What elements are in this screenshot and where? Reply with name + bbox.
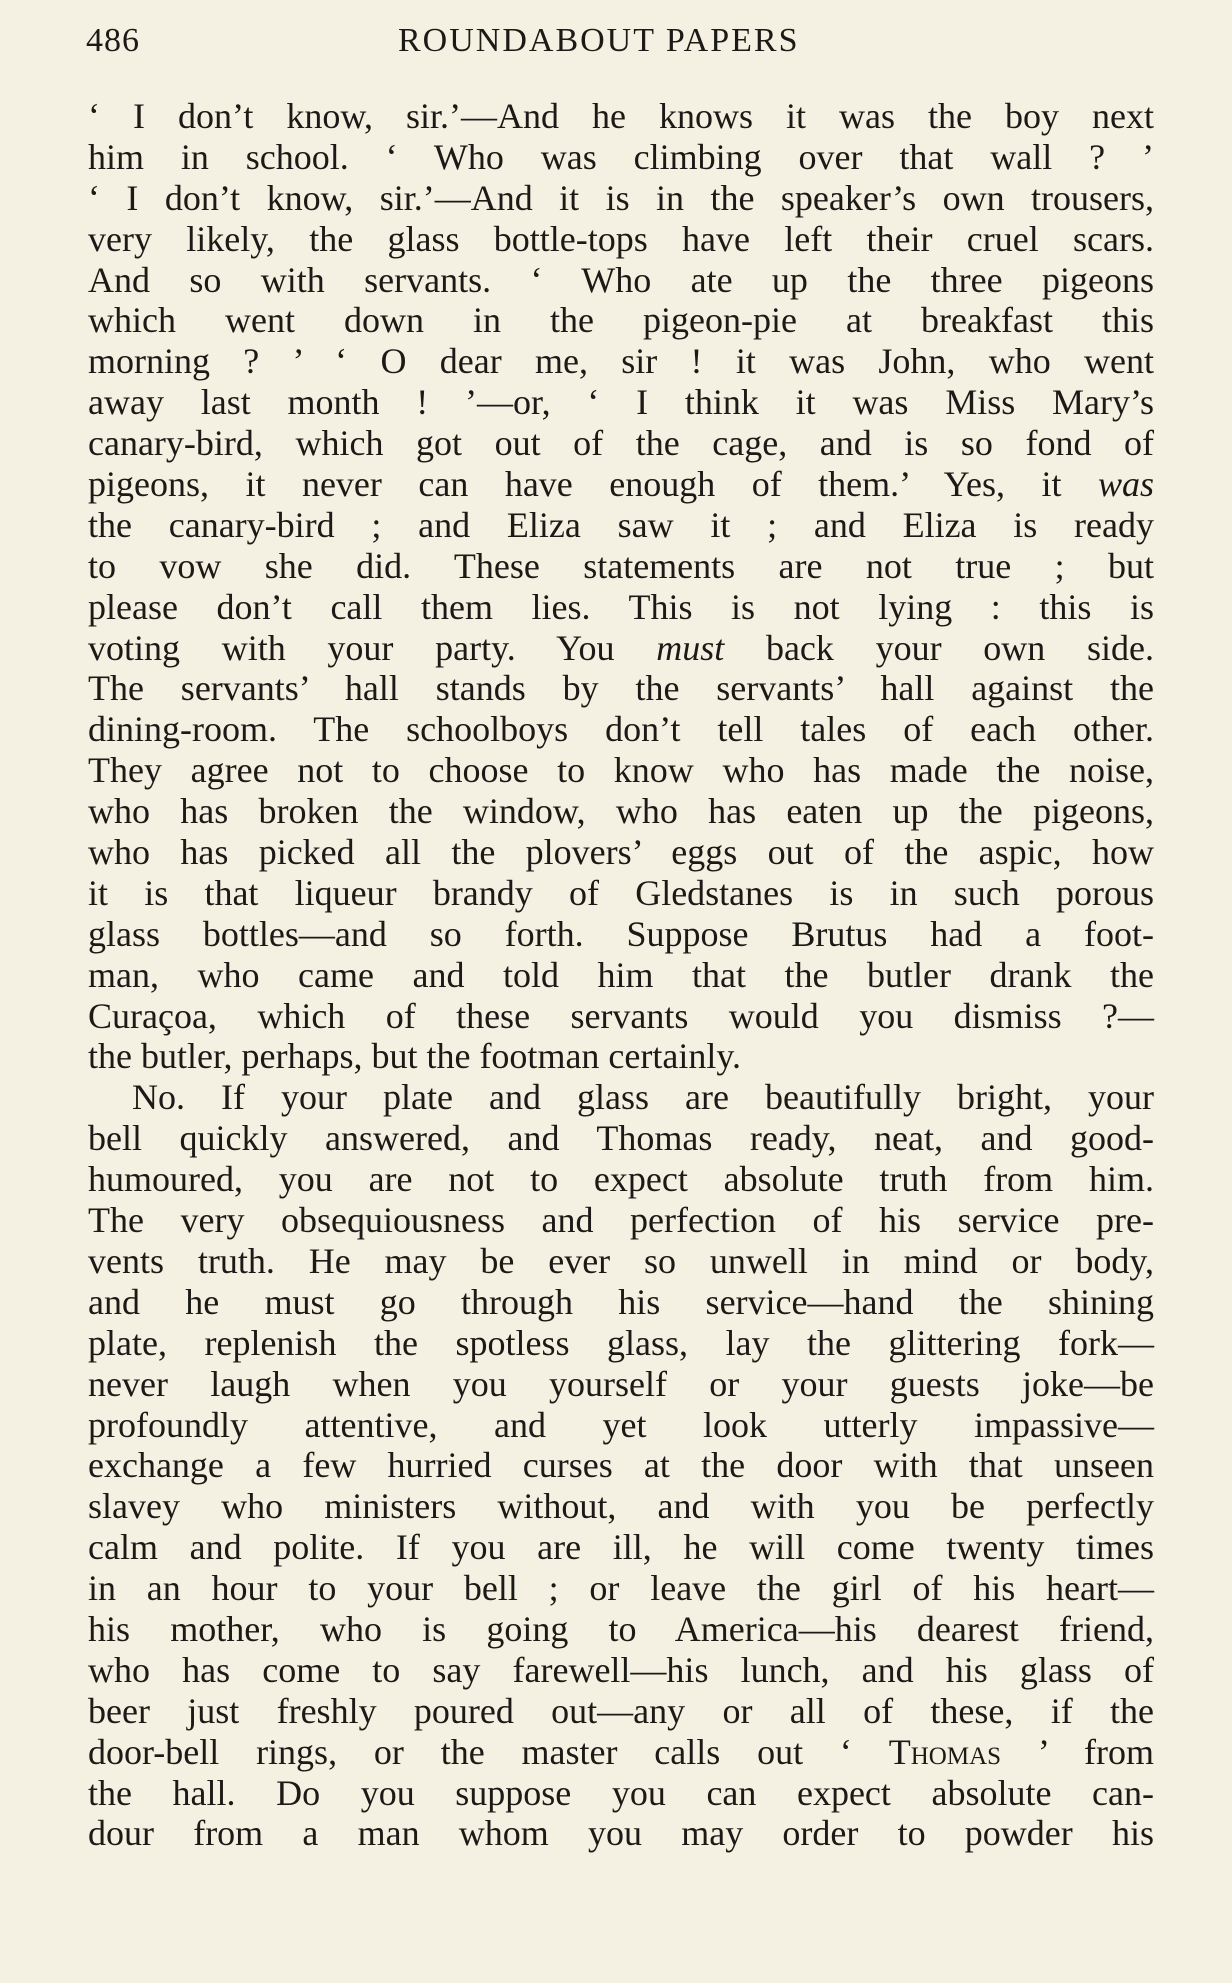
text-line: dour from a man whom you may order to powder his	[88, 1813, 1154, 1854]
text-line	[88, 464, 1154, 505]
text-segment: back your own side.	[724, 627, 1154, 668]
text-line: very likely, the glass bottle-tops have left their cruel scars.	[88, 218, 1154, 259]
text-line: and he must go through his service—hand the shining	[88, 1281, 1154, 1322]
text-line: the hall. Do you suppose you can expect absolute can-	[88, 1772, 1154, 1813]
text-line: who has picked all the plovers’ eggs out of the aspic, how	[88, 832, 1154, 873]
text-segment: pigeons, it never can have enough of them.’ Yes, it	[88, 464, 1098, 505]
text-line: never laugh when you yourself or your guests joke—be	[88, 1363, 1154, 1404]
text-line: it is that liqueur brandy of Gledstanes is in such porous	[88, 872, 1154, 913]
text-line: him in school. ‘ Who was climbing over that wall ? ’	[88, 136, 1154, 177]
text-line	[88, 1732, 1154, 1773]
text-line: exchange a few hurried curses at the door with that unseen	[88, 1445, 1154, 1486]
paragraph-start-line: No. If your plate and glass are beautifully bright, your	[132, 1077, 1154, 1118]
small-caps-name: Thomas	[888, 1731, 1002, 1772]
text-segment: voting with your party. You	[88, 627, 657, 668]
text-line: profoundly attentive, and yet look utterly impassive—	[88, 1404, 1154, 1445]
text-line: humoured, you are not to expect absolute truth from him.	[88, 1159, 1154, 1200]
text-line: beer just freshly poured out—any or all of these, if the	[88, 1690, 1154, 1731]
text-segment: door-bell rings, or the master calls out ‘	[88, 1731, 889, 1772]
page-number: 486	[86, 22, 140, 59]
text-line: ‘ I don’t know, sir.’—And it is in the speaker’s own trousers,	[88, 177, 1154, 218]
text-line: please don’t call them lies. This is not lying : this is	[88, 586, 1154, 627]
paragraph-end-line: the butler, perhaps, but the footman certainly.	[88, 1036, 742, 1077]
text-line: canary-bird, which got out of the cage, and is so fond of	[88, 423, 1154, 464]
text-line: glass bottles—and so forth. Suppose Brutus had a foot-	[88, 913, 1154, 954]
text-line: who has come to say farewell—his lunch, and his glass of	[88, 1649, 1154, 1690]
running-title: ROUNDABOUT PAPERS	[398, 22, 800, 59]
text-line: They agree not to choose to know who has made the noise,	[88, 750, 1154, 791]
text-line: And so with servants. ‘ Who ate up the three pigeons	[88, 259, 1154, 300]
text-line: plate, replenish the spotless glass, lay the glittering fork—	[88, 1322, 1154, 1363]
text-line: man, who came and told him that the butler drank the	[88, 954, 1154, 995]
text-line: slavey who ministers without, and with you be perfectly	[88, 1486, 1154, 1527]
text-line: bell quickly answered, and Thomas ready, neat, and good-	[88, 1118, 1154, 1159]
text-line: who has broken the window, who has eaten up the pigeons,	[88, 791, 1154, 832]
text-line: the canary-bird ; and Eliza saw it ; and Eliza is ready	[88, 504, 1154, 545]
text-line: in an hour to your bell ; or leave the girl of his heart—	[88, 1568, 1154, 1609]
text-line: morning ? ’ ‘ O dear me, sir ! it was John, who went	[88, 341, 1154, 382]
text-line: which went down in the pigeon-pie at breakfast this	[88, 300, 1154, 341]
text-line: Curaçoa, which of these servants would you dismiss ?—	[88, 995, 1154, 1036]
text-line: calm and polite. If you are ill, he will come twenty times	[88, 1527, 1154, 1568]
text-line: dining-room. The schoolboys don’t tell tales of each other.	[88, 709, 1154, 750]
italic-emphasis: was	[1097, 464, 1154, 505]
text-segment: ’ from	[1001, 1731, 1154, 1772]
text-line: his mother, who is going to America—his dearest friend,	[88, 1608, 1154, 1649]
text-line: The servants’ hall stands by the servants’ hall against the	[88, 668, 1154, 709]
text-line: vents truth. He may be ever so unwell in mind or body,	[88, 1240, 1154, 1281]
italic-emphasis: must	[656, 627, 725, 668]
text-line: ‘ I don’t know, sir.’—And he knows it was the boy next	[88, 96, 1154, 136]
running-head	[86, 22, 1156, 72]
text-line: to vow she did. These statements are not true ; but	[88, 545, 1154, 586]
text-line	[88, 628, 1154, 669]
text-line: The very obsequiousness and perfection of his service pre-	[88, 1200, 1154, 1241]
text-line: away last month ! ’—or, ‘ I think it was Miss Mary’s	[88, 382, 1154, 423]
body-text	[88, 96, 1154, 1854]
